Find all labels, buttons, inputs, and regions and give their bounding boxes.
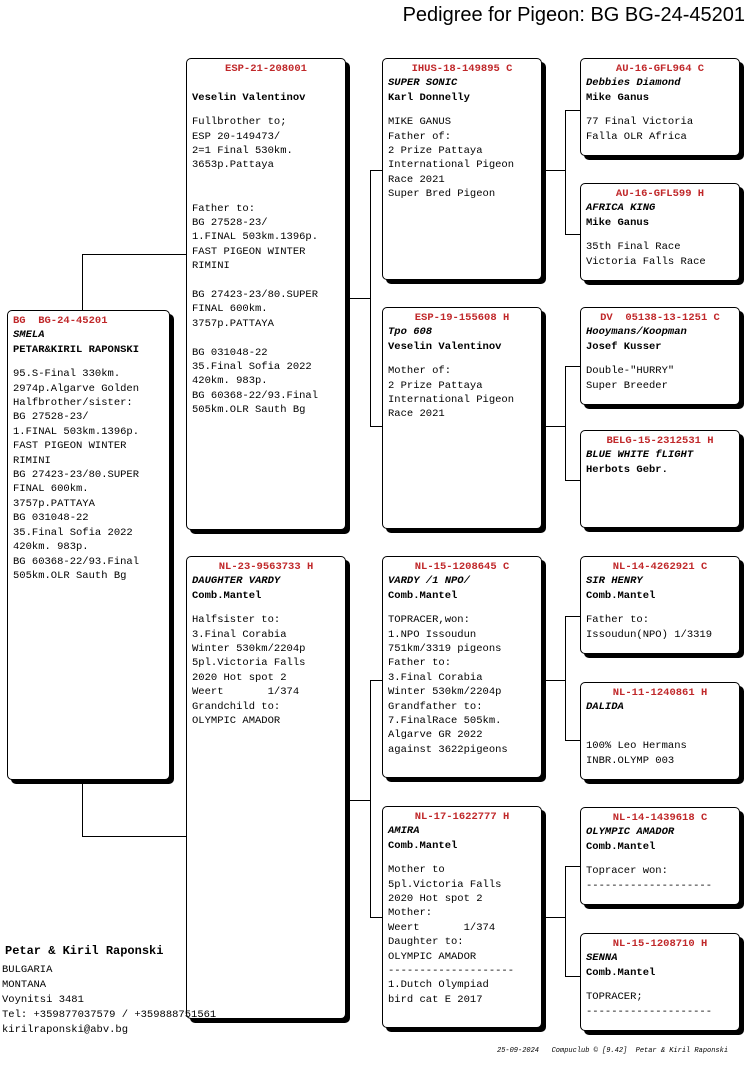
note-line: Grandchild to: (192, 700, 281, 713)
ring-number: NL-15-1208710 H (612, 938, 708, 950)
owner-name: Herbots Gebr. (586, 463, 668, 476)
note-line: INBR.OLYMP 003 (586, 754, 675, 767)
sire-sire-dam-card[interactable] (580, 183, 740, 281)
connector (82, 254, 187, 255)
note-line (192, 274, 340, 288)
note-line: 1.Dutch Olympiad (388, 979, 489, 992)
note-line: 5pl.Victoria Falls (388, 878, 502, 891)
breeder-address: Voynitsi 3481 (2, 994, 84, 1006)
ring-number: AU-16-GFL964 C (615, 63, 705, 75)
breeder-name: Petar & Kiril Raponski (5, 944, 164, 958)
connector (565, 740, 580, 741)
note-line: -------------------- (388, 965, 515, 978)
note-line: BG 031048-22 (192, 346, 268, 359)
dam-dam-dam-card[interactable] (580, 933, 740, 1031)
ring-number: IHUS-18-149895 C (411, 63, 513, 75)
note-line: bird cat E 2017 (388, 993, 483, 1006)
pigeon-name: SENNA (586, 952, 618, 965)
note-line: Algarve GR 2022 (388, 729, 483, 742)
note-line: 420km. 983p. (192, 375, 268, 388)
connector (565, 110, 566, 234)
note-line: 7.FinalRace 505km. (388, 715, 502, 728)
note-line: Topracer won: (586, 865, 668, 878)
sire-dam-card[interactable] (382, 307, 542, 529)
note-line: Father to: (192, 202, 256, 215)
sire-card[interactable] (186, 58, 346, 530)
connector (542, 426, 565, 427)
ring-number: BG BG-24-45201 (13, 315, 108, 327)
note-line: BG 031048-22 (13, 512, 89, 525)
note-line: MIKE GANUS (388, 116, 452, 129)
pigeon-name: Hooymans/Koopman (586, 326, 687, 339)
connector (82, 780, 83, 836)
owner-name: Comb.Mantel (586, 840, 656, 853)
connector (565, 234, 580, 235)
note-line: BG 60368-22/93.Final (192, 389, 319, 402)
note-line: TOPRACER; (586, 991, 643, 1004)
note-line: 3757p.PATTAYA (192, 317, 274, 330)
notes (192, 115, 340, 417)
note-line: Halfbrother/sister: (13, 397, 133, 410)
notes (586, 613, 734, 642)
note-line: BG 27423-23/80.SUPER (192, 289, 319, 302)
ring-number: DV 05138-13-1251 C (600, 312, 720, 324)
owner-name: Comb.Mantel (586, 589, 656, 602)
dam-dam-card[interactable] (382, 806, 542, 1028)
connector (565, 480, 580, 481)
pigeon-name: SUPER SONIC (388, 77, 458, 90)
note-line: Super Breeder (586, 379, 668, 392)
connector (370, 680, 371, 917)
sire-sire-sire-card[interactable] (580, 58, 740, 156)
ring-number: NL-17-1622777 H (414, 811, 510, 823)
ring-number: NL-23-9563733 H (218, 561, 314, 573)
connector (565, 976, 580, 977)
ring-number: AU-16-GFL599 H (615, 188, 705, 200)
pigeon-name: BLUE WHITE fLIGHT (586, 449, 694, 462)
pigeon-name: Debbies Diamond (586, 77, 681, 90)
note-line: 35.Final Sofia 2022 (192, 361, 312, 374)
connector (370, 426, 382, 427)
pigeon-name (192, 76, 340, 90)
connector (542, 917, 565, 918)
notes (13, 367, 164, 583)
connector (565, 616, 566, 740)
breeder-info (2, 944, 242, 1038)
note-line: 5pl.Victoria Falls (192, 657, 306, 670)
connector (565, 110, 580, 111)
connector (82, 254, 83, 310)
owner-name: PETAR&KIRIL RAPONSKI (13, 343, 140, 356)
note-line (192, 187, 340, 201)
connector (542, 680, 565, 681)
note-line: 420km. 983p. (13, 541, 89, 554)
note-line: BG 27528-23/ (13, 411, 89, 424)
subject-card[interactable] (7, 310, 170, 780)
note-line: Weert 1/374 (388, 921, 496, 934)
note-line: Daughter to: (388, 936, 464, 949)
connector (565, 366, 580, 367)
sire-dam-sire-card[interactable] (580, 307, 740, 405)
note-line: 2 Prize Pattaya (388, 145, 483, 158)
notes (388, 364, 536, 422)
note-line: 1.FINAL 503km.1396p. (192, 231, 319, 244)
pigeon-name: AFRICA KING (586, 202, 656, 215)
note-line: Fullbrother to; (192, 116, 287, 129)
note-line: 1.NPO Issoudun (388, 628, 477, 641)
page-title: Pedigree for Pigeon: BG BG-24-45201 (402, 4, 745, 26)
pigeon-name: Tpo 608 (388, 326, 433, 339)
note-line: 3.Final Corabia (192, 628, 287, 641)
connector (370, 917, 382, 918)
owner-name: Mike Ganus (586, 216, 650, 229)
pigeon-name: SIR HENRY (586, 575, 643, 588)
connector (345, 800, 370, 801)
dam-dam-sire-card[interactable] (580, 807, 740, 905)
breeder-country: BULGARIA (2, 964, 53, 976)
note-line: 2=1 Final 530km. (192, 145, 293, 158)
note-line: Winter 530km/2204p (192, 643, 306, 656)
breeder-phone: Tel: +359877037579 / +359888751561 (2, 1009, 217, 1021)
note-line: RIMINI (13, 454, 51, 467)
note-line: Race 2021 (388, 408, 445, 421)
connector (82, 836, 187, 837)
notes (388, 613, 536, 757)
note-line: 751km/3319 pigeons (388, 643, 502, 656)
note-line: Mother to (388, 864, 445, 877)
connector (565, 866, 580, 867)
ring-number: ESP-21-208001 (225, 63, 307, 75)
note-line: Victoria Falls Race (586, 255, 706, 268)
note-line (192, 173, 340, 187)
notes (192, 613, 340, 728)
connector (565, 616, 580, 617)
notes (388, 115, 536, 201)
sire-dam-dam-card[interactable] (580, 430, 740, 528)
owner-name: Mike Ganus (586, 91, 650, 104)
breeder-city: MONTANA (2, 979, 47, 991)
note-line: Race 2021 (388, 173, 445, 186)
note-line: 77 Final Victoria (586, 116, 694, 129)
owner-name: Veselin Valentinov (388, 340, 502, 353)
note-line: BG 27528-23/ (192, 217, 268, 230)
note-line: Father to: (586, 614, 650, 627)
footer-credit: 25-09-2024 Compuclub © [9.42] Petar & Kiril Raponski (497, 1047, 729, 1055)
note-line: 2 Prize Pattaya (388, 379, 483, 392)
note-line: BG 27423-23/80.SUPER (13, 469, 140, 482)
note-line: Winter 530km/2204p (388, 686, 502, 699)
note-line: 2020 Hot spot 2 (192, 671, 287, 684)
notes (388, 863, 536, 1007)
owner-name: Comb.Mantel (388, 589, 458, 602)
ring-number: ESP-19-155608 H (414, 312, 510, 324)
dam-sire-dam-card[interactable] (580, 682, 740, 780)
owner-name: Josef Kusser (586, 340, 662, 353)
note-line: against 3622pigeons (388, 743, 508, 756)
ring-number: NL-11-1240861 H (612, 687, 708, 699)
pigeon-name: DALIDA (586, 701, 624, 714)
ring-number: BELG-15-2312531 H (606, 435, 714, 447)
pigeon-name: DAUGHTER VARDY (192, 575, 281, 588)
owner-name: Comb.Mantel (586, 966, 656, 979)
note-line: 505km.OLR Sauth Bg (13, 569, 127, 582)
note-line: OLYMPIC AMADOR (388, 950, 477, 963)
notes (586, 990, 734, 1019)
notes (586, 240, 734, 269)
sire-sire-card[interactable] (382, 58, 542, 280)
note-line: International Pigeon (388, 394, 515, 407)
note-line (192, 331, 340, 345)
note-line: Weert 1/374 (192, 686, 300, 699)
note-line: OLYMPIC AMADOR (192, 715, 281, 728)
note-line: FAST PIGEON WINTER (192, 245, 306, 258)
ring-number: NL-14-1439618 C (612, 812, 708, 824)
note-line: Mother of: (388, 365, 452, 378)
note-line: Halfsister to: (192, 614, 281, 627)
note-line: 100% Leo Hermans (586, 740, 687, 753)
note-line: FINAL 600km. (192, 303, 268, 316)
pigeon-name: SMELA (13, 329, 45, 342)
connector (565, 366, 566, 480)
note-line: 1.FINAL 503km.1396p. (13, 425, 140, 438)
connector (542, 170, 565, 171)
note-line: 95.S-Final 330km. (13, 368, 121, 381)
connector (370, 170, 371, 426)
note-line: Issoudun(NPO) 1/3319 (586, 628, 713, 641)
note-line: Father to: (388, 657, 452, 670)
dam-sire-sire-card[interactable] (580, 556, 740, 654)
note-line: 3.Final Corabia (388, 671, 483, 684)
owner-name: Karl Donnelly (388, 91, 470, 104)
note-line: Mother: (388, 907, 433, 920)
pigeon-name: AMIRA (388, 825, 420, 838)
note-line: Father of: (388, 130, 452, 143)
note-line: 505km.OLR Sauth Bg (192, 404, 306, 417)
notes (586, 364, 734, 393)
notes (586, 864, 734, 893)
notes (586, 115, 734, 144)
note-line: TOPRACER,won: (388, 614, 470, 627)
note-line: 35th Final Race (586, 241, 681, 254)
connector (370, 680, 382, 681)
note-line: ESP 20-149473/ (192, 130, 281, 143)
note-line: Falla OLR Africa (586, 130, 687, 143)
connector (565, 866, 566, 976)
note-line: -------------------- (586, 879, 713, 892)
owner-name (586, 715, 734, 729)
breeder-email: kirilraponski@abv.bg (2, 1024, 129, 1036)
note-line: Super Bred Pigeon (388, 188, 496, 201)
ring-number: NL-14-4262921 C (612, 561, 708, 573)
note-line: 2974p.Algarve Golden (13, 382, 140, 395)
dam-sire-card[interactable] (382, 556, 542, 778)
ring-number: NL-15-1208645 C (414, 561, 510, 573)
pigeon-name: VARDY /1 NPO/ (388, 575, 470, 588)
note-line: Double-"HURRY" (586, 365, 675, 378)
note-line: BG 60368-22/93.Final (13, 555, 140, 568)
notes (586, 739, 734, 768)
owner-name: Veselin Valentinov (192, 91, 306, 104)
owner-name: Comb.Mantel (388, 839, 458, 852)
note-line: Grandfather to: (388, 700, 483, 713)
note-line: 3757p.PATTAYA (13, 497, 95, 510)
connector (345, 298, 370, 299)
note-line: FINAL 600km. (13, 483, 89, 496)
connector (370, 170, 382, 171)
note-line: 35.Final Sofia 2022 (13, 526, 133, 539)
note-line: 2020 Hot spot 2 (388, 893, 483, 906)
note-line: RIMINI (192, 260, 230, 273)
note-line: FAST PIGEON WINTER (13, 440, 127, 453)
note-line: International Pigeon (388, 159, 515, 172)
owner-name: Comb.Mantel (192, 589, 262, 602)
note-line: 3653p.Pattaya (192, 159, 274, 172)
pigeon-name: OLYMPIC AMADOR (586, 826, 675, 839)
note-line: -------------------- (586, 1005, 713, 1018)
